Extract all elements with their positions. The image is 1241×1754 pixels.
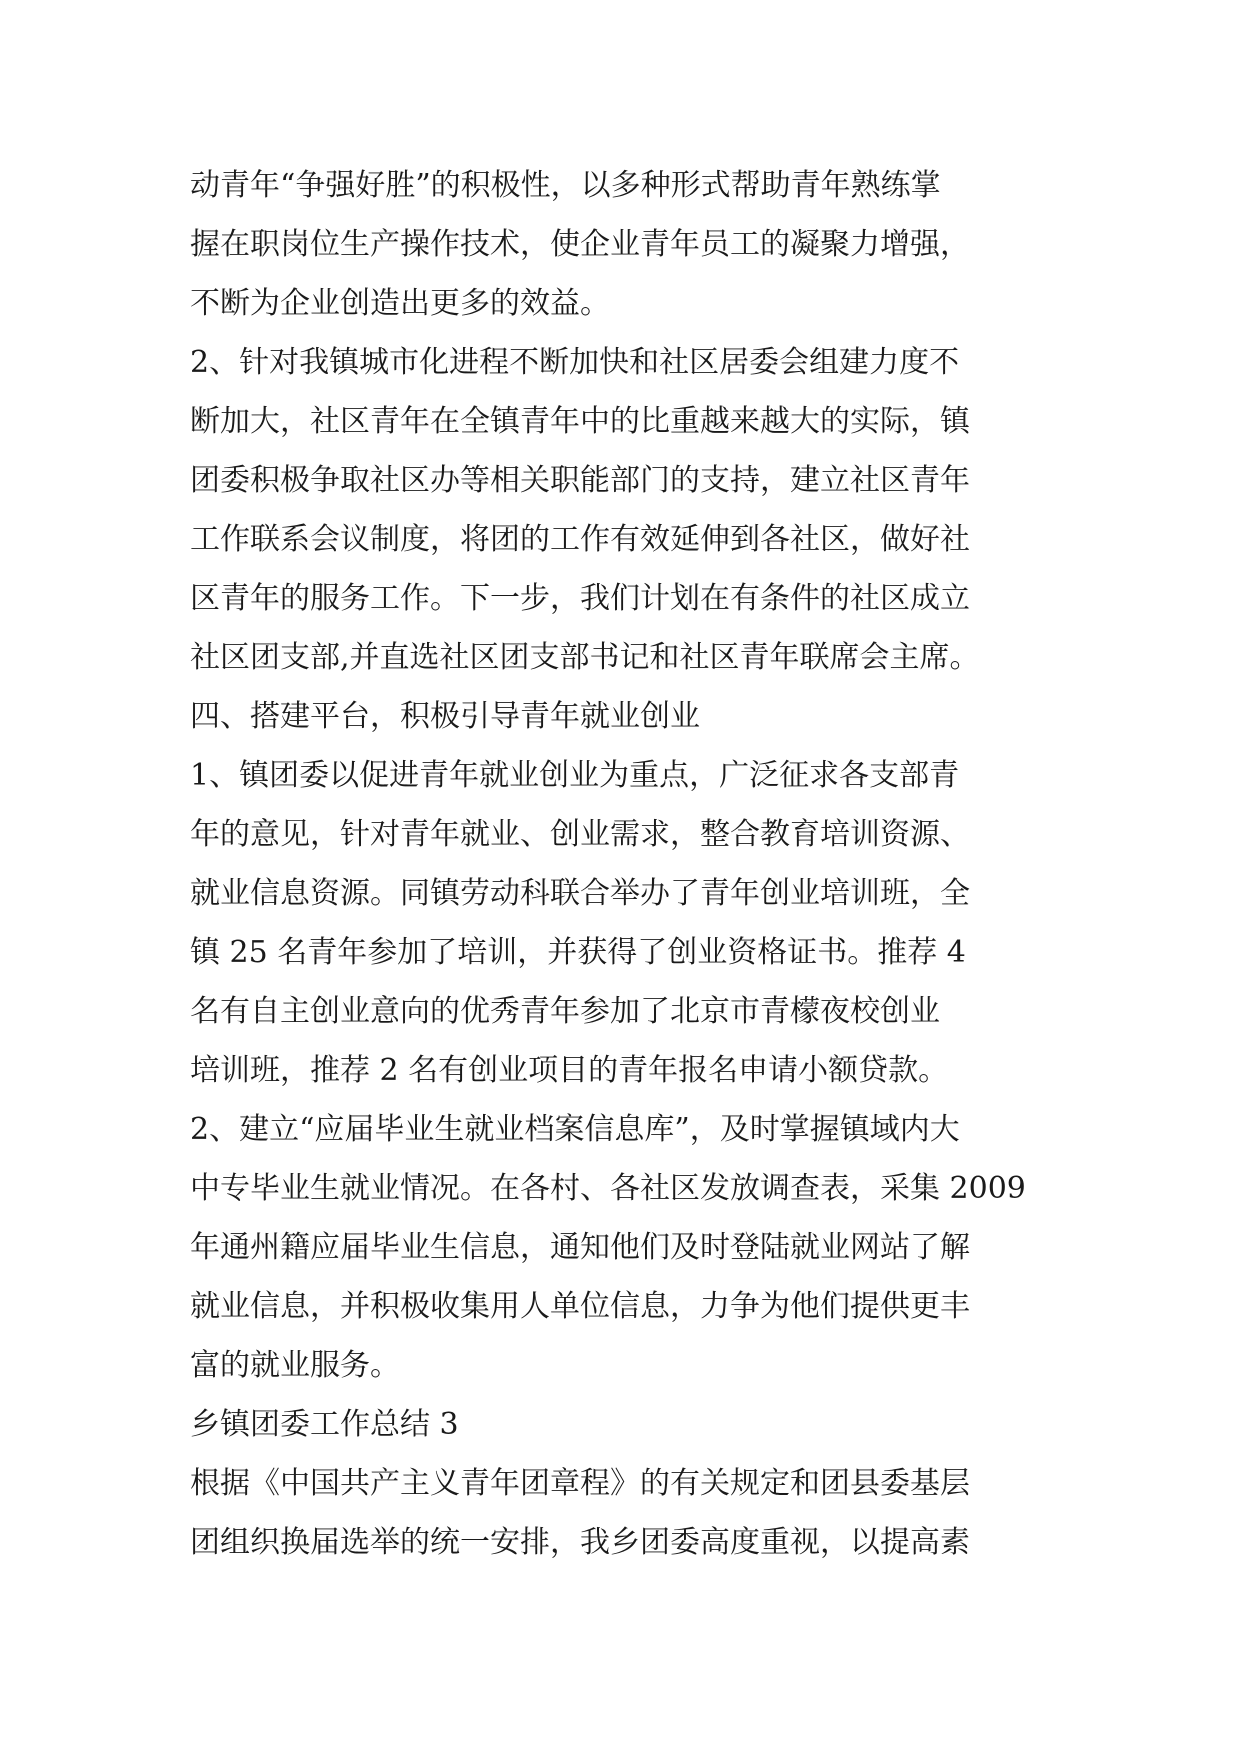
text-line: 根据《中国共产主义青年团章程》的有关规定和团县委基层 — [190, 1466, 970, 1501]
text-line: 名有自主创业意向的优秀青年参加了北京市青檬夜校创业 — [190, 994, 940, 1029]
text-line: 就业信息，并积极收集用人单位信息，力争为他们提供更丰 — [190, 1289, 970, 1324]
section-heading: 四、搭建平台，积极引导青年就业创业 — [190, 699, 700, 734]
text-line: 团组织换届选举的统一安排，我乡团委高度重视，以提高素 — [190, 1525, 970, 1560]
text-line: 团委积极争取社区办等相关职能部门的支持，建立社区青年 — [190, 463, 970, 498]
text-line: 动青年“争强好胜”的积极性，以多种形式帮助青年熟练掌 — [190, 168, 941, 203]
text-line: 培训班，推荐 2 名有创业项目的青年报名申请小额贷款。 — [190, 1053, 949, 1088]
text-line: 区青年的服务工作。下一步，我们计划在有条件的社区成立 — [190, 581, 970, 616]
text-line: 不断为企业创造出更多的效益。 — [190, 286, 610, 321]
text-line: 镇 25 名青年参加了培训，并获得了创业资格证书。推荐 4 — [190, 935, 966, 970]
text-line: 社区团支部,并直选社区团支部书记和社区青年联席会主席。 — [190, 640, 980, 675]
text-line: 工作联系会议制度，将团的工作有效延伸到各社区，做好社 — [190, 522, 970, 557]
text-line: 2、建立“应届毕业生就业档案信息库”，及时掌握镇域内大 — [190, 1112, 960, 1147]
text-line: 握在职岗位生产操作技术，使企业青年员工的凝聚力增强， — [190, 227, 970, 262]
text-line: 中专毕业生就业情况。在各村、各社区发放调查表，采集 2009 — [190, 1171, 1026, 1206]
text-line: 年通州籍应届毕业生信息，通知他们及时登陆就业网站了解 — [190, 1230, 970, 1265]
text-line: 就业信息资源。同镇劳动科联合举办了青年创业培训班，全 — [190, 876, 970, 911]
text-line: 断加大，社区青年在全镇青年中的比重越来越大的实际，镇 — [190, 404, 970, 439]
text-line: 富的就业服务。 — [190, 1348, 400, 1383]
text-line: 2、针对我镇城市化进程不断加快和社区居委会组建力度不 — [190, 345, 960, 380]
text-line: 1、镇团委以促进青年就业创业为重点，广泛征求各支部青 — [190, 758, 960, 793]
section-heading: 乡镇团委工作总结 3 — [190, 1407, 459, 1442]
text-line: 年的意见，针对青年就业、创业需求，整合教育培训资源、 — [190, 817, 970, 852]
